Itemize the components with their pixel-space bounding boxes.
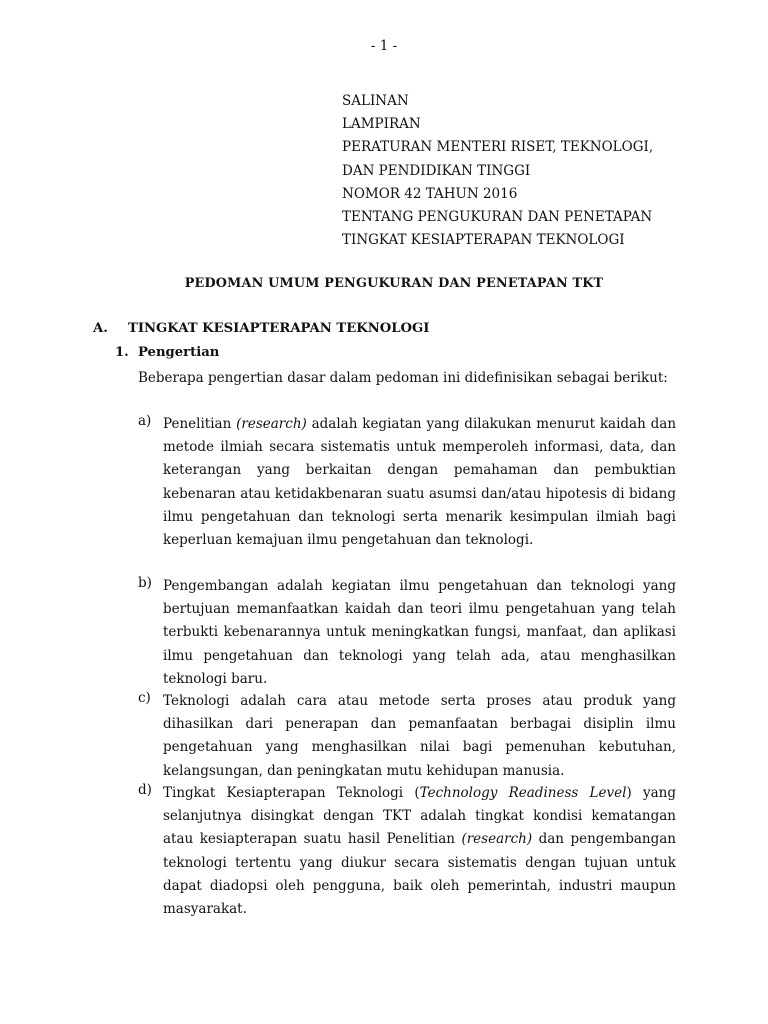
item-text: Tingkat Kesiapterapan Teknologi (Technology Readiness Level) yang selanjutnya disingkat dengan TKT adalah tingkat kondisi kematangan atau kesiapterapan suatu hasil Penelitian (research) dan pengembangan teknologi tertentu yang diukur secara sistematis dengan tujuan untuk dapat diadopsi oleh pengguna, baik oleh pemerintah, industri maupun masyarakat.	[163, 785, 677, 918]
item-label: c)	[138, 690, 151, 706]
item-text: Pengembangan adalah kegiatan ilmu pengetahuan dan teknologi yang bertujuan memanfaatkan kaidah dan teori ilmu pengetahuan yang telah terbukti kebenarannya untuk meningkatkan fungsi, manfaat, dan aplikasi ilmu pengetahuan dan teknologi yang telah ada, atau menghasilkan teknologi baru.	[163, 578, 676, 687]
section-label: A.	[93, 321, 108, 336]
header-line: LAMPIRAN	[342, 116, 421, 133]
page-number: - 1 -	[370, 38, 398, 54]
section-heading	[93, 321, 429, 336]
header-line: PERATURAN MENTERI RISET, TEKNOLOGI,	[342, 139, 654, 156]
header-line: SALINAN	[342, 93, 409, 109]
regulation-header	[342, 90, 653, 252]
item-label: b)	[138, 575, 152, 591]
subsection-title: Pengertian	[138, 345, 220, 360]
definition-item-d	[138, 782, 676, 921]
header-line: TINGKAT KESIAPTERAPAN TEKNOLOGI	[342, 232, 625, 249]
item-label: d)	[138, 782, 152, 798]
header-line: DAN PENDIDIKAN TINGGI	[342, 162, 531, 179]
definition-item-a	[138, 413, 676, 552]
item-text: Teknologi adalah cara atau metode serta proses atau produk yang dihasilkan dari penerapan dan pemanfaatan berbagai disiplin ilmu pengetahuan yang menghasilkan nilai bagi pemenuhan kebutuhan, kelangsungan, dan peningkatan mutu kehidupan manusia.	[163, 693, 676, 779]
subsection-heading	[115, 345, 219, 360]
item-label: a)	[138, 413, 152, 429]
section-title: TINGKAT KESIAPTERAPAN TEKNOLOGI	[128, 321, 430, 336]
definition-item-b	[138, 575, 676, 691]
header-line: TENTANG PENGUKURAN DAN PENETAPAN	[342, 209, 653, 226]
intro-paragraph: Beberapa pengertian dasar dalam pedoman ini didefinisikan sebagai berikut:	[138, 370, 668, 386]
subsection-label: 1.	[115, 345, 129, 360]
item-text: Penelitian (research) adalah kegiatan yang dilakukan menurut kaidah dan metode ilmiah secara sistematis untuk memperoleh informasi, data, dan keterangan yang berkaitan dengan pemahaman dan pembuktian kebenaran atau ketidakbenaran suatu asumsi dan/atau hipotesis di bidang ilmu pengetahuan dan teknologi serta menarik kesimpulan ilmiah bagi keperluan kemajuan ilmu pengetahuan dan teknologi.	[163, 416, 677, 549]
header-line: NOMOR 42 TAHUN 2016	[342, 185, 518, 202]
definition-item-c	[138, 690, 676, 783]
document-title: PEDOMAN UMUM PENGUKURAN DAN PENETAPAN TKT	[184, 276, 604, 291]
